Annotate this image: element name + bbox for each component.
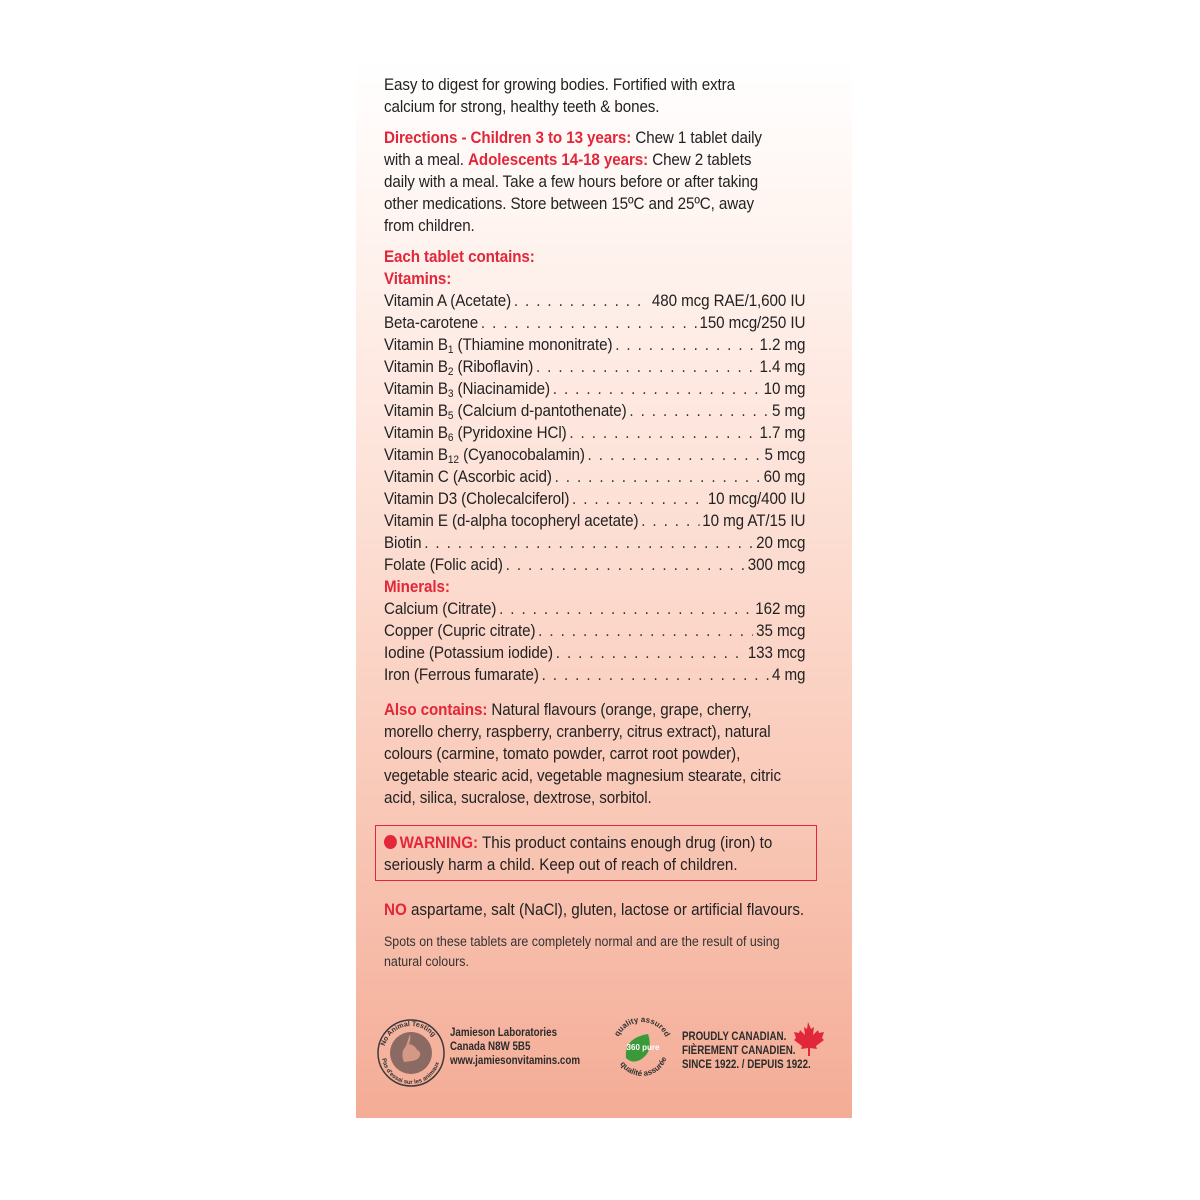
mineral-row: [384, 620, 805, 642]
directions-text-1: Chew 1 tablet daily with a meal.: [384, 129, 762, 169]
leader-dots: [572, 488, 705, 510]
vitamin-amount: 1.4 mg: [759, 358, 806, 376]
vitamin-row: [384, 466, 805, 488]
pas-d-essai-text: Pas d'essai sur les animaux: [380, 1057, 441, 1087]
vitamin-name: Vitamin D3 (Cholecalciferol): [384, 490, 570, 508]
vitamin-amount: 60 mg: [763, 468, 806, 486]
leader-dots: [424, 532, 753, 554]
minerals-heading: Minerals:: [384, 578, 450, 596]
mineral-row: [384, 642, 805, 664]
leader-dots: [542, 664, 770, 686]
pure-360-text: 360 pure: [626, 1043, 660, 1052]
spots-note: Spots on these tablets are completely normal and are the result of using natural colours.: [384, 934, 780, 969]
mineral-row: [384, 598, 805, 620]
vitamin-row: [384, 290, 805, 312]
vitamin-name: Vitamin C (Ascorbic acid): [384, 468, 552, 486]
vitamin-amount: 5 mcg: [764, 446, 806, 464]
vitamin-row: [384, 554, 805, 576]
mineral-amount: 4 mg: [771, 666, 806, 684]
since-1922: SINCE 1922. / DEPUIS 1922.: [682, 1059, 811, 1071]
maple-leaf-icon: [791, 1020, 825, 1056]
also-contains-text: Natural flavours (orange, grape, cherry, morello cherry, raspberry, cranberry, citrus extract), natural colours (carmine, tomato powder, carrot root powder), vegetable stearic acid, vegetable magnesium stearate, citric acid, silica, sucralose, dextrose, sorbitol.: [384, 701, 781, 807]
leader-dots: [556, 642, 745, 664]
mineral-amount: 133 mcg: [747, 644, 806, 662]
vitamin-name: Vitamin $B_3$ (Niacinamide): [384, 380, 550, 400]
minerals-list: [384, 598, 806, 686]
mineral-amount: 162 mg: [755, 600, 806, 618]
each-tablet-heading: Each tablet contains:: [384, 248, 535, 266]
vitamin-row: [384, 532, 805, 554]
vitamin-row: [384, 488, 805, 510]
quality-assured-text: quality assured: [612, 1014, 672, 1039]
vitamin-name: Vitamin A (Acetate): [384, 292, 512, 310]
leader-dots: [538, 620, 753, 642]
vitamin-row: [384, 312, 805, 334]
svg-text:qualité assurée: [618, 1055, 668, 1078]
vitamin-amount: 5 mg: [771, 402, 806, 420]
no-animal-testing-seal: [376, 1018, 446, 1088]
vitamin-row: [384, 422, 805, 444]
company-address: [450, 1026, 580, 1068]
mineral-name: Copper (Cupric citrate): [384, 622, 536, 640]
mineral-row: [384, 664, 805, 686]
vitamin-row: [384, 400, 805, 422]
leader-dots: [615, 334, 757, 356]
no-animal-testing-text: No Animal Testing: [380, 1020, 437, 1047]
leader-dots: [506, 554, 745, 576]
svg-text:quality assured: [612, 1015, 672, 1038]
warning-dot-icon: [384, 835, 397, 849]
vitamin-row: [384, 510, 805, 532]
directions: [384, 127, 780, 237]
intro-text: Easy to digest for growing bodies. Fortified with extra calcium for strong, healthy teeth & bones.: [384, 76, 736, 116]
vitamin-name: Vitamin $B_5$ (Calcium d-pantothenate): [384, 402, 627, 422]
vitamin-amount: 150 mcg/250 IU: [699, 314, 806, 332]
mineral-amount: 35 mcg: [756, 622, 806, 640]
vitamin-amount: 10 mg: [763, 380, 806, 398]
leader-dots: [553, 378, 761, 400]
postal-address: Canada N8W 5B5: [450, 1041, 531, 1053]
leader-dots: [641, 510, 699, 532]
free-from-text: aspartame, salt (NaCl), gluten, lactose or artificial flavours.: [406, 901, 805, 919]
vitamin-amount: 10 mcg/400 IU: [707, 490, 806, 508]
mineral-name: Calcium (Citrate): [384, 600, 497, 618]
leader-dots: [481, 312, 697, 334]
vitamin-row: [384, 378, 805, 400]
qualite-assuree-text: qualité assurée: [618, 1055, 669, 1079]
vitamin-name: Vitamin $B_1$ (Thiamine mononitrate): [384, 336, 613, 356]
vitamin-amount: 480 mcg RAE/1,600 IU: [651, 292, 806, 310]
leader-dots: [629, 400, 769, 422]
vitamin-amount: 1.7 mg: [759, 424, 806, 442]
website: www.jamiesonvitamins.com: [450, 1055, 581, 1067]
proudly-canadian-en: PROUDLY CANADIAN.: [682, 1031, 787, 1043]
vitamin-name: Vitamin $B_2$ (Riboflavin): [384, 358, 534, 378]
directions-text-2: Chew 2 tablets daily with a meal. Take a few hours before or after taking other medications. Store between 15ºC and 25ºC, away from children.: [384, 151, 759, 235]
vitamin-row: [384, 334, 805, 356]
vitamin-name: Vitamin E (d-alpha tocopheryl acetate): [384, 512, 639, 530]
also-contains-label: Also contains:: [384, 701, 488, 719]
leader-dots: [569, 422, 756, 444]
warning-text: [384, 832, 816, 876]
also-contains: [384, 699, 789, 809]
vitamin-name: Vitamin $B_6$ (Pyridoxine HCl): [384, 424, 567, 444]
no-label: NO: [384, 901, 407, 919]
vitamin-amount: 300 mcg: [747, 556, 806, 574]
vitamin-name: Vitamin $B_{12}$ (Cyanocobalamin): [384, 446, 585, 466]
vitamin-amount: 10 mg AT/15 IU: [702, 512, 806, 530]
vitamin-name: Biotin: [384, 534, 422, 552]
leader-dots: [555, 466, 761, 488]
mineral-name: Iodine (Potassium iodide): [384, 644, 553, 662]
leader-dots: [514, 290, 649, 312]
warning-label: WARNING:: [399, 834, 479, 852]
vitamin-name: Beta-carotene: [384, 314, 479, 332]
vitamin-row: [384, 356, 805, 378]
vitamins-list: [384, 290, 806, 576]
company-name: Jamieson Laboratories: [450, 1027, 558, 1039]
vitamin-name: Folate (Folic acid): [384, 556, 503, 574]
quality-assured-seal: [606, 1012, 678, 1084]
mineral-name: Iron (Ferrous fumarate): [384, 666, 539, 684]
adolescents-label: Adolescents 14-18 years:: [468, 151, 649, 169]
vitamins-heading: Vitamins:: [384, 270, 452, 288]
free-from-line: [384, 899, 816, 921]
proudly-canadian-fr: FIÈREMENT CANADIEN.: [682, 1045, 796, 1057]
vitamin-amount: 20 mcg: [756, 534, 806, 552]
label-content: [384, 74, 806, 809]
leader-dots: [588, 444, 762, 466]
directions-label: Directions - Children 3 to 13 years:: [384, 129, 632, 147]
vitamin-row: [384, 444, 805, 466]
warning-message: This product contains enough drug (iron) to seriously harm a child. Keep out of reach of children.: [384, 834, 773, 874]
leader-dots: [536, 356, 757, 378]
leader-dots: [499, 598, 752, 620]
vitamin-amount: 1.2 mg: [759, 336, 806, 354]
